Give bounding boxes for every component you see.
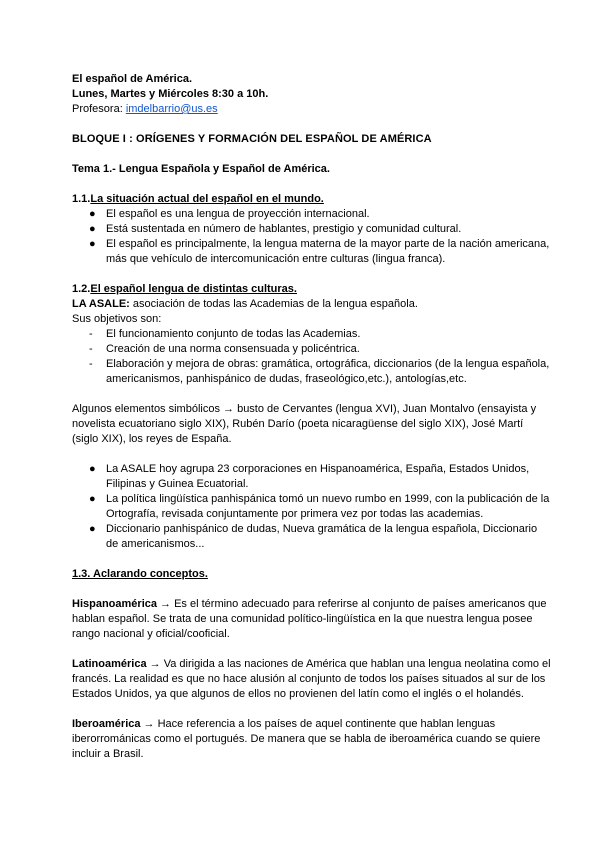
professor-label: Profesora: xyxy=(72,103,123,115)
section-1-2-title: El español lengua de distintas culturas. xyxy=(90,283,297,295)
symbols-paragraph: Algunos elementos simbólicos → busto de Cervantes (lengua XVI), Juan Montalvo (ensayista y novelista ecuatoriano siglo XIX), Rubén Darío (poeta nicaragüense del siglo XIX), José Martí (siglo XIX), los reyes de España. xyxy=(72,403,537,445)
concept-paragraph xyxy=(72,657,552,702)
list-item xyxy=(72,237,552,267)
asale-definition xyxy=(72,297,552,312)
list-item xyxy=(72,357,552,387)
section-1-2-bullet-list xyxy=(72,462,552,552)
section-1-2-number: 1.2. xyxy=(72,283,91,295)
block-title: BLOQUE I : ORÍGENES Y FORMACIÓN DEL ESPAÑOL DE AMÉRICA xyxy=(72,133,432,145)
list-item-text: El funcionamiento conjunto de todas las Academias. xyxy=(106,328,361,340)
concept-paragraph xyxy=(72,717,552,762)
course-title: El español de América. xyxy=(72,73,193,85)
professor-line xyxy=(72,102,552,117)
list-item-text: Está sustentada en número de hablantes, prestigio y comunidad cultural. xyxy=(106,223,462,235)
professor-email-link[interactable]: imdelbarrio@us.es xyxy=(125,103,218,115)
list-item-text: La ASALE hoy agrupa 23 corporaciones en Hispanoamérica, España, Estados Unidos, Filipinas y Guinea Ecuatorial. xyxy=(106,463,530,490)
course-schedule: Lunes, Martes y Miércoles 8:30 a 10h. xyxy=(72,88,269,100)
bullet-icon: ● xyxy=(89,493,96,505)
section-1-1-number: 1.1. xyxy=(72,193,91,205)
bullet-icon: ● xyxy=(89,208,96,220)
asale-label: LA ASALE: xyxy=(72,298,130,310)
list-item-text: El español es una lengua de proyección internacional. xyxy=(106,208,370,220)
list-item-text: Elaboración y mejora de obras: gramática, ortográfica, diccionarios (de la lengua española, americanismos, panhispánico de dudas, fraseológico,etc.), antologías,etc. xyxy=(106,358,550,385)
list-item xyxy=(72,492,552,522)
section-1-3-heading: 1.3. Aclarando conceptos. xyxy=(72,568,208,580)
list-item xyxy=(72,222,552,237)
list-item xyxy=(72,462,552,492)
bullet-icon: ● xyxy=(89,223,96,235)
bullet-icon: ● xyxy=(89,523,96,535)
section-1-1-heading xyxy=(72,192,552,207)
concept-term: Hispanoamérica xyxy=(72,598,157,610)
concept-term: Iberoamérica xyxy=(72,718,141,730)
concept-paragraph xyxy=(72,597,552,642)
list-item xyxy=(72,207,552,222)
concept-text: → Es el término adecuado para referirse al conjunto de países americanos que hablan español. Se trata de una comunidad político-lingüística en la que nuestra lengua posee rango nacional y oficial/cooficial. xyxy=(72,598,547,640)
bullet-icon: ● xyxy=(89,238,96,250)
concept-term: Latinoamérica xyxy=(72,658,147,670)
bullet-icon: ● xyxy=(89,463,96,475)
list-item-text: El español es principalmente, la lengua materna de la mayor parte de la nación americana, más que vehículo de intercomunicación entre culturas (lingua franca). xyxy=(106,238,550,265)
section-1-1-bullet-list xyxy=(72,207,552,267)
list-item-text: Diccionario panhispánico de dudas, Nueva gramática de la lengua española, Diccionario de americanismos... xyxy=(106,523,538,550)
asale-text: asociación de todas las Academias de la lengua española. xyxy=(129,298,418,310)
list-item xyxy=(72,327,552,342)
dash-icon: - xyxy=(89,343,93,355)
topic-title: Tema 1.- Lengua Española y Español de América. xyxy=(72,163,330,175)
objectives-intro: Sus objetivos son: xyxy=(72,313,162,325)
list-item-text: Creación de una norma consensuada y policéntrica. xyxy=(106,343,360,355)
dash-icon: - xyxy=(89,328,93,340)
objectives-list xyxy=(72,327,552,387)
list-item xyxy=(72,342,552,357)
list-item-text: La política lingüística panhispánica tomó un nuevo rumbo en 1999, con la publicación de la Ortografía, revisada conjuntamente por primera vez por todas las academias. xyxy=(106,493,550,520)
section-1-2-heading xyxy=(72,282,552,297)
list-item xyxy=(72,522,552,552)
concept-text: → Va dirigida a las naciones de América que hablan una lengua neolatina como el francés. La realidad es que no hace alusión al conjunto de todos los países situados al sur de los Estados Unidos, ya que algunos de ellos no provienen del latín como el inglés o el holandés. xyxy=(72,658,551,700)
dash-icon: - xyxy=(89,358,93,370)
section-1-1-title: La situación actual del español en el mundo. xyxy=(90,193,324,205)
concept-text: → Hace referencia a los países de aquel continente que hablan lenguas iberorrománicas como el portugués. De manera que se habla de iberoamérica cuando se quiere incluir a Brasil. xyxy=(72,718,541,760)
